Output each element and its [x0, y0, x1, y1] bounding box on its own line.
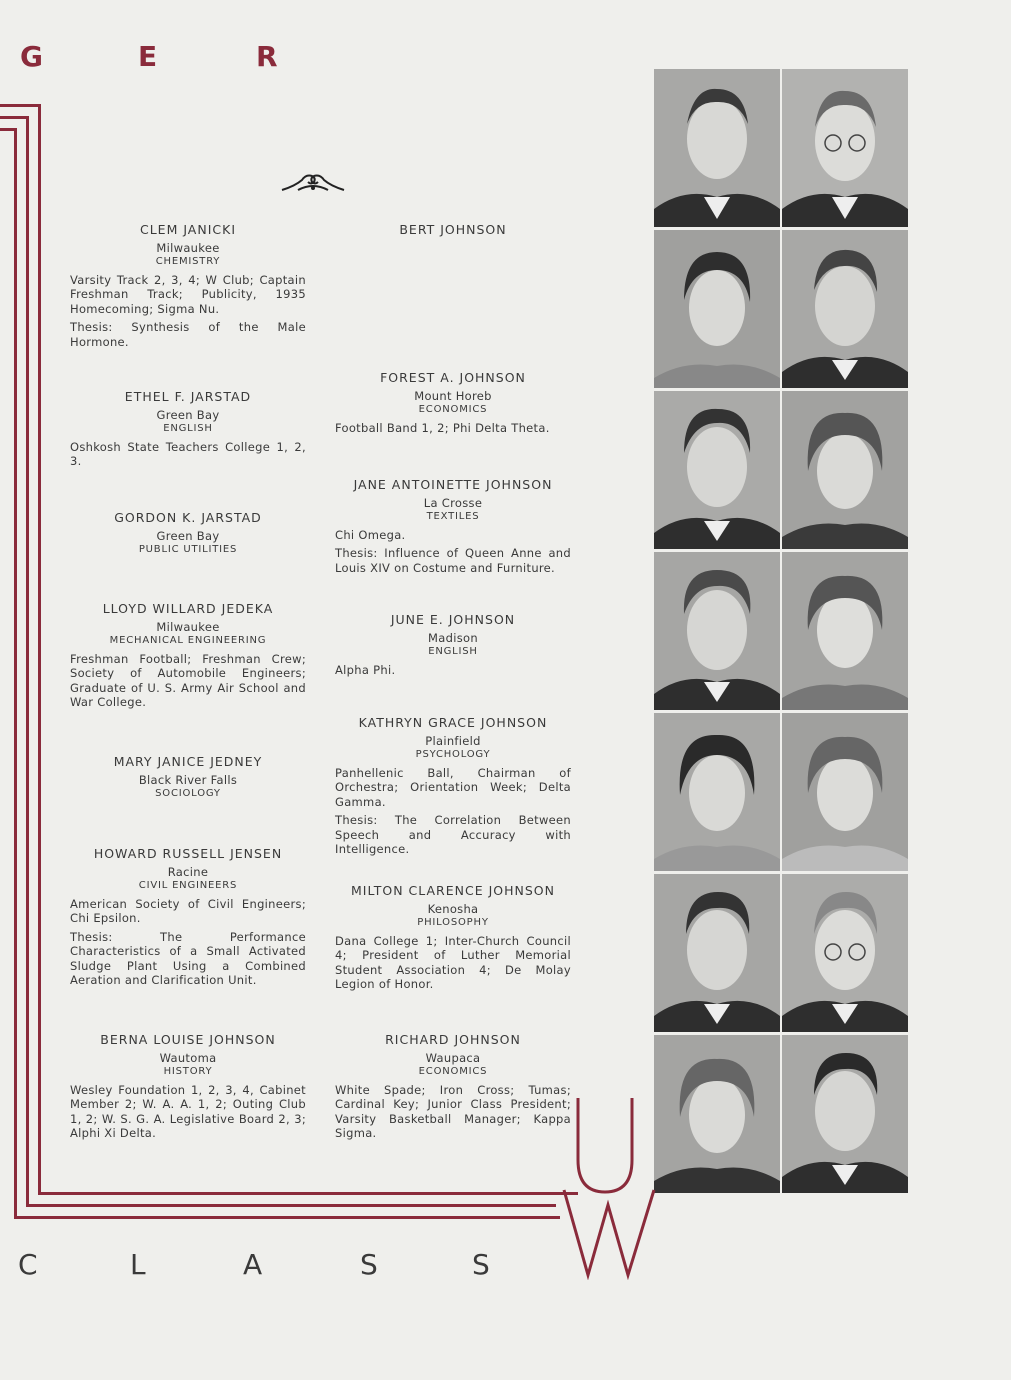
- portrait-photo: [782, 552, 908, 710]
- entry-gordon-jarstad: [70, 511, 306, 558]
- entry-lloyd-jedeka: [70, 602, 306, 710]
- entry-city: Waupaca: [425, 1050, 481, 1065]
- entry-name: LLOYD WILLARD JEDEKA: [102, 601, 274, 616]
- entry-forest-johnson: [335, 371, 571, 435]
- entry-mary-jedney: [70, 755, 306, 802]
- entry-department: TEXTILES: [426, 511, 480, 522]
- entry-kathryn-johnson: [335, 716, 571, 857]
- entry-city: Black River Falls: [138, 772, 238, 787]
- entry-department: PUBLIC UTILITIES: [138, 544, 238, 555]
- entry-city: Racine: [167, 864, 209, 879]
- footer-letter-c: C: [18, 1248, 38, 1281]
- entry-department: MECHANICAL ENGINEERING: [109, 635, 267, 646]
- entry-city: Kenosha: [427, 901, 479, 916]
- entry-city: Green Bay: [156, 528, 220, 543]
- entry-department: PHILOSOPHY: [417, 917, 489, 928]
- entry-department: SOCIOLOGY: [155, 788, 221, 799]
- portrait-photo: [654, 391, 780, 549]
- entry-name: ETHEL F. JARSTAD: [124, 389, 252, 404]
- entry-activities: Wesley Foundation 1, 2, 3, 4, Cabinet Member 2; W. A. A. 1, 2; Outing Club 1, 2; W. S. G. A. Legislative Board 2, 3; Alphi Xi Delta.: [70, 1082, 306, 1140]
- entry-richard-johnson: [335, 1033, 571, 1141]
- entry-city: La Crosse: [423, 495, 483, 510]
- entry-berna-johnson: [70, 1033, 306, 1141]
- footer-letter-s-2: S: [472, 1248, 490, 1281]
- entry-name: GORDON K. JARSTAD: [114, 510, 262, 525]
- footer-letter-a: A: [243, 1248, 263, 1281]
- entry-department: HISTORY: [163, 1066, 213, 1077]
- entry-activities: White Spade; Iron Cross; Tumas; Cardinal Key; Junior Class President; Varsity Basketball Manager; Kappa Sigma.: [335, 1082, 571, 1140]
- entry-department: ENGLISH: [428, 646, 478, 657]
- portrait-photo: [782, 391, 908, 549]
- entry-activities: Panhellenic Ball, Chairman of Orchestra; Orientation Week; Delta Gamma.: [335, 765, 571, 809]
- entry-city: Milwaukee: [156, 619, 220, 634]
- entry-department: PSYCHOLOGY: [415, 749, 491, 760]
- entry-june-johnson: [335, 613, 571, 677]
- entry-name: KATHRYN GRACE JOHNSON: [358, 715, 548, 730]
- entry-name: BERNA LOUISE JOHNSON: [100, 1032, 276, 1047]
- entry-thesis: Thesis: Synthesis of the Male Hormone.: [70, 320, 306, 349]
- entry-activities: Dana College 1; Inter-Church Council 4; President of Luther Memorial Student Association 4; De Molay Legion of Honor.: [335, 933, 571, 991]
- flourish-ornament-icon: [280, 168, 346, 194]
- entry-city: Mount Horeb: [414, 388, 492, 403]
- portrait-photo: [782, 1035, 908, 1193]
- entry-bert-johnson: [335, 223, 571, 241]
- entry-department: CHEMISTRY: [155, 256, 221, 267]
- entry-thesis: Thesis: The Correlation Between Speech and Accuracy with Intelligence.: [335, 813, 571, 856]
- entry-ethel-jarstad: [70, 390, 306, 469]
- entry-city: Madison: [428, 630, 478, 645]
- entry-city: Milwaukee: [156, 240, 220, 255]
- entry-activities: American Society of Civil Engineers; Chi Epsilon.: [70, 896, 306, 925]
- entry-activities: Alpha Phi.: [335, 662, 396, 677]
- entry-department: ENGLISH: [163, 423, 213, 434]
- entry-activities: Varsity Track 2, 3, 4; W Club; Captain Freshman Track; Publicity, 1935 Homecoming; Sigma Nu.: [70, 272, 306, 316]
- portrait-photo: [782, 69, 908, 227]
- entry-name: JANE ANTOINETTE JOHNSON: [353, 477, 553, 492]
- entry-clem-janicki: [70, 223, 306, 349]
- entry-thesis: Thesis: The Performance Characteristics of a Small Activated Sludge Plant Using a Combined Aeration and Clarification Unit.: [70, 929, 306, 987]
- header-letter-r: R: [256, 40, 278, 73]
- entry-activities: Football Band 1, 2; Phi Delta Theta.: [335, 420, 550, 435]
- footer-letter-l: L: [130, 1248, 146, 1281]
- entry-city: Wautoma: [159, 1050, 217, 1065]
- portrait-photo: [654, 69, 780, 227]
- entry-name: CLEM JANICKI: [139, 222, 236, 237]
- portrait-photo: [654, 713, 780, 871]
- entry-city: Plainfield: [425, 733, 481, 748]
- portrait-photo: [782, 713, 908, 871]
- entry-milton-johnson: [335, 884, 571, 992]
- entry-activities: Oshkosh State Teachers College 1, 2, 3.: [70, 439, 306, 468]
- entry-activities: Chi Omega.: [335, 527, 406, 542]
- entry-department: CIVIL ENGINEERS: [138, 880, 238, 891]
- footer-letter-s: S: [360, 1248, 378, 1281]
- entry-howard-jensen: [70, 847, 306, 988]
- header-letter-e: E: [138, 40, 158, 73]
- entry-name: JUNE E. JOHNSON: [390, 612, 516, 627]
- entry-name: FOREST A. JOHNSON: [380, 370, 526, 385]
- header-letter-g: G: [20, 40, 43, 73]
- entry-name: RICHARD JOHNSON: [385, 1032, 521, 1047]
- portrait-photo: [654, 874, 780, 1032]
- uw-logo: [560, 1090, 660, 1280]
- entry-activities: Freshman Football; Freshman Crew; Society of Automobile Engineers; Graduate of U. S. Army Air School and War College.: [70, 651, 306, 709]
- entry-jane-johnson: [335, 478, 571, 575]
- entry-name: MILTON CLARENCE JOHNSON: [351, 883, 555, 898]
- portrait-photo: [782, 874, 908, 1032]
- entry-thesis: Thesis: Influence of Queen Anne and Louis XIV on Costume and Furniture.: [335, 546, 571, 575]
- entry-name: BERT JOHNSON: [399, 222, 507, 237]
- portrait-photo: [654, 1035, 780, 1193]
- entry-department: ECONOMICS: [418, 404, 488, 415]
- entry-city: Green Bay: [156, 407, 220, 422]
- entry-department: ECONOMICS: [418, 1066, 488, 1077]
- portrait-photo: [654, 552, 780, 710]
- entry-name: MARY JANICE JEDNEY: [113, 754, 263, 769]
- entry-name: HOWARD RUSSELL JENSEN: [93, 846, 283, 861]
- portrait-photo: [654, 230, 780, 388]
- portrait-photo: [782, 230, 908, 388]
